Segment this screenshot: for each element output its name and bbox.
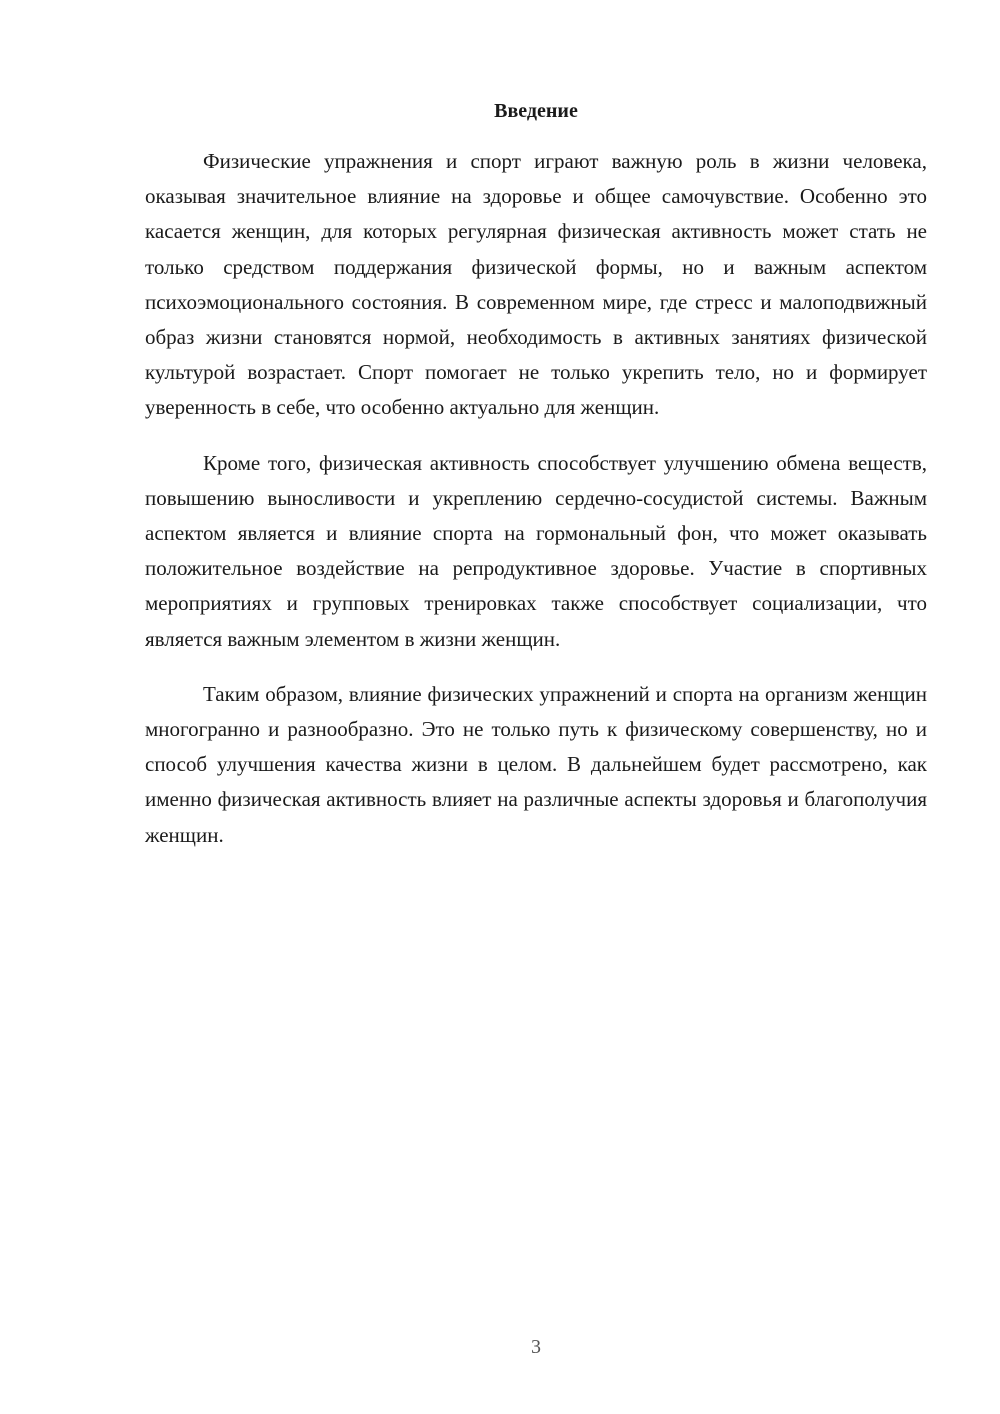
page-number: 3 — [531, 1336, 541, 1358]
paragraph-2: Кроме того, физическая активность способствует улучшению обмена веществ, повышению выносливости и укреплению сердечно-сосудистой системы. Важным аспектом является и влияние спорта на гормональный фон, что может оказывать положительное воздействие на репродуктивное здоровье. Участие в спортивных мероприятиях и групповых тренировках также способствует социализации, что является важным элементом в жизни женщин. — [145, 450, 927, 651]
section-heading: Введение — [494, 100, 578, 122]
paragraph-1: Физические упражнения и спорт играют важную роль в жизни человека, оказывая значительное влияние на здоровье и общее самочувствие. Особенно это касается женщин, для которых регулярная физическая активность может стать не только средством поддержания физической формы, но и важным аспектом психоэмоционального состояния. В современном мире, где стресс и малоподвижный образ жизни становятся нормой, необходимость в активных занятиях физической культурой возрастает. Спорт помогает не только укрепить тело, но и формирует уверенность в себе, что особенно актуально для женщин. — [145, 149, 927, 420]
body-text — [145, 144, 927, 873]
paragraph-3: Таким образом, влияние физических упражнений и спорта на организм женщин многогранно и разнообразно. Это не только путь к физическому совершенству, но и способ улучшения качества жизни в целом. В дальнейшем будет рассмотрено, как именно физическая активность влияет на различные аспекты здоровья и благополучия женщин. — [145, 681, 927, 847]
